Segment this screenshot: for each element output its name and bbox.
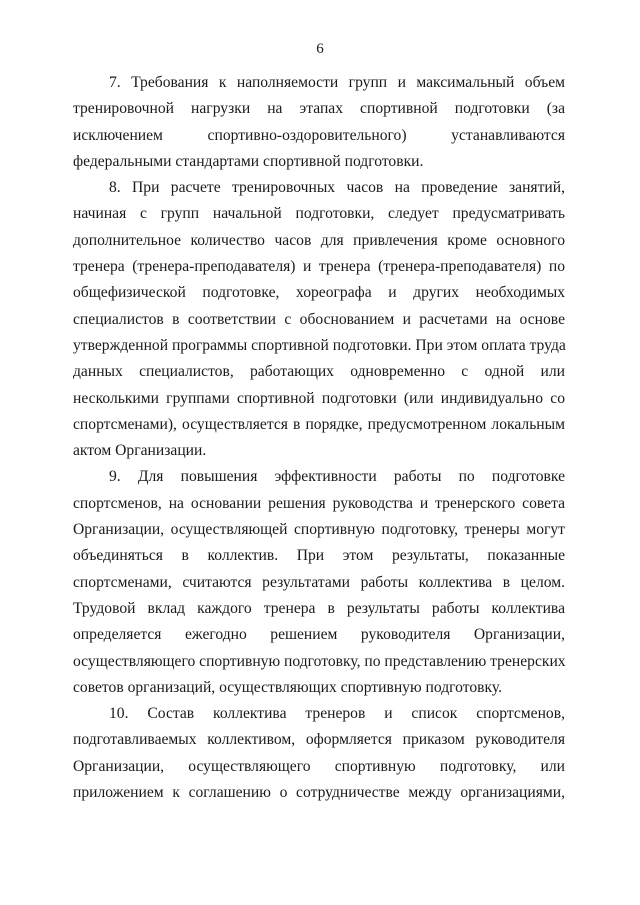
paragraph-line: исключением спортивно-оздоровительного) устанавливаются bbox=[73, 126, 565, 144]
paragraph-line: советов организаций, осуществляющих спортивную подготовку. bbox=[73, 678, 503, 696]
paragraph-line: актом Организации. bbox=[73, 442, 207, 460]
page-number: 6 bbox=[316, 41, 324, 57]
paragraph-line: определяется ежегодно решением руководителя Организации, bbox=[73, 626, 565, 644]
paragraph-line: Трудовой вклад каждого тренера в результаты работы коллектива bbox=[73, 599, 565, 617]
paragraph-line: Организации, осуществляющей спортивную подготовку, тренеры могут bbox=[73, 521, 565, 539]
paragraph-line: 10. Состав коллектива тренеров и список спортсменов, bbox=[109, 705, 565, 723]
paragraph-line: 7. Требования к наполняемости групп и максимальный объем bbox=[109, 74, 565, 91]
paragraph-line: тренера (тренера-преподавателя) и тренера (тренера-преподавателя) по bbox=[73, 258, 565, 276]
paragraph-line: объединяться в коллектив. При этом результаты, показанные bbox=[73, 547, 565, 565]
paragraph-line: 8. При расчете тренировочных часов на проведение занятий, bbox=[109, 179, 565, 197]
document-body bbox=[73, 70, 565, 806]
paragraph-8 bbox=[73, 175, 565, 464]
paragraph-line: тренировочной нагрузки на этапах спортивной подготовки (за bbox=[73, 100, 565, 118]
paragraph-line: несколькими группами спортивной подготовки (или индивидуально со bbox=[73, 389, 565, 407]
paragraph-line: осуществляющего спортивную подготовку, по представлению тренерских bbox=[73, 652, 566, 670]
paragraph-line: спортсменами), осуществляется в порядке, предусмотренном локальным bbox=[73, 415, 565, 433]
paragraph-line: утвержденной программы спортивной подготовки. При этом оплата труда bbox=[73, 336, 566, 354]
paragraph-line: общефизической подготовке, хореографа и других необходимых bbox=[73, 284, 565, 302]
paragraph-line: данных специалистов, работающих одновременно с одной или bbox=[73, 363, 565, 381]
paragraph-9 bbox=[73, 464, 565, 701]
paragraph-line: спортсменов, на основании решения руководства и тренерского совета bbox=[73, 494, 565, 512]
paragraph-line: подготавливаемых коллективом, оформляется приказом руководителя bbox=[73, 731, 565, 749]
paragraph-line: специалистов в соответствии с обоснованием и расчетами на основе bbox=[73, 310, 565, 328]
paragraph-line: 9. Для повышения эффективности работы по подготовке bbox=[109, 468, 565, 486]
paragraph-line: спортсменами, считаются результатами работы коллектива в целом. bbox=[73, 573, 565, 591]
paragraph-7 bbox=[73, 70, 565, 175]
paragraph-line: начиная с групп начальной подготовки, следует предусматривать bbox=[73, 205, 565, 223]
paragraph-line: Организации, осуществляющего спортивную подготовку, или bbox=[73, 757, 565, 775]
paragraph-10 bbox=[73, 701, 565, 806]
paragraph-line: дополнительное количество часов для привлечения кроме основного bbox=[73, 231, 565, 249]
paragraph-line: федеральными стандартами спортивной подготовки. bbox=[73, 152, 424, 170]
paragraph-line: приложением к соглашению о сотрудничестве между организациями, bbox=[73, 784, 565, 802]
